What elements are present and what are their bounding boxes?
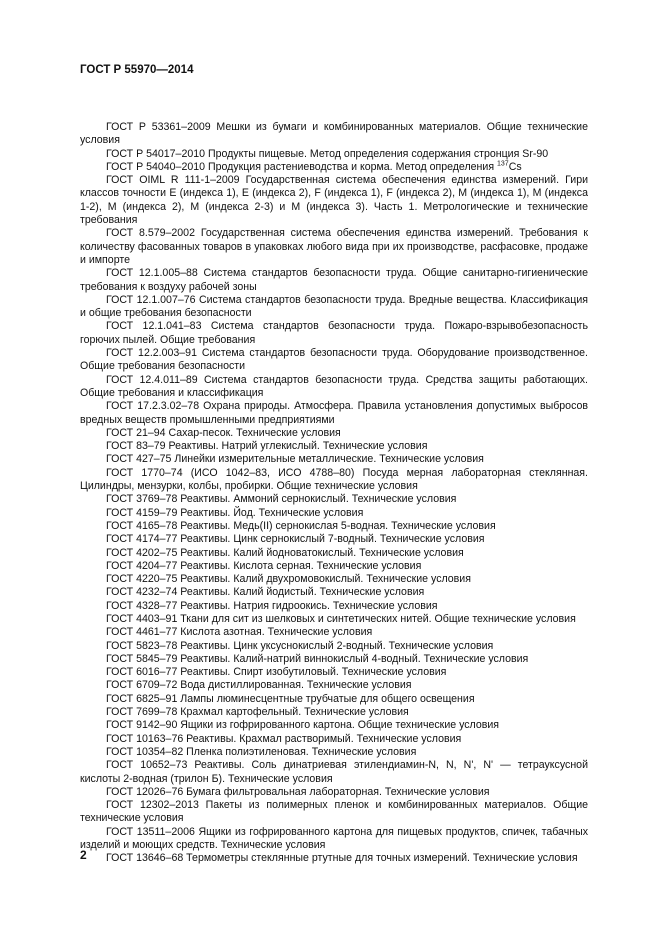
reference-entry	[80, 706, 588, 719]
reference-text: ГОСТ 12.1.005–88 Система стандартов безопасности труда. Общие санитарно-гигиенические требования к воздуху рабочей зоны	[80, 267, 588, 293]
reference-text: ГОСТ 4403–91 Ткани для сит из шелковых и синтетических нитей. Общие технические условия	[106, 612, 576, 625]
reference-entry	[80, 733, 588, 746]
reference-entry	[80, 427, 588, 440]
reference-entry	[80, 640, 588, 653]
reference-entry	[80, 294, 588, 321]
reference-text: ГОСТ 8.579–2002 Государственная система обеспечения единства измерений. Требования к количеству фасованных товаров в упаковках любого вида при их производстве, расфасовке, продаже и импорте	[80, 227, 588, 266]
reference-text: ГОСТ 4202–75 Реактивы. Калий йодноватокислый. Технические условия	[106, 546, 464, 559]
reference-entry	[80, 453, 588, 466]
reference-entry	[80, 573, 588, 586]
normative-references-list	[80, 121, 588, 866]
reference-entry	[80, 679, 588, 692]
reference-entry	[80, 520, 588, 533]
reference-text: ГОСТ 3769–78 Реактивы. Аммоний сернокислый. Технические условия	[106, 493, 457, 506]
reference-entry	[80, 174, 588, 227]
reference-entry	[80, 746, 588, 759]
reference-text: ГОСТ 1770–74 (ИСО 1042–83, ИСО 4788–80) Посуда мерная лабораторная стеклянная. Цилиндры, мензурки, колбы, пробирки. Общие технические условия	[80, 466, 588, 493]
reference-text: ГОСТ 6709–72 Вода дистиллированная. Технические условия	[106, 679, 412, 692]
reference-text: ГОСТ 5823–78 Реактивы. Цинк уксуснокислый 2-водный. Технические условия	[106, 639, 494, 652]
reference-text: ГОСТ 10652–73 Реактивы. Соль динатриевая этилендиамин-N, N, N', N' — тетрауксусной кислоты 2-водная (трилон Б). Технические условия	[80, 759, 588, 785]
page-number: 2	[80, 848, 87, 862]
reference-text: ГОСТ 83–79 Реактивы. Натрий углекислый. Технические условия	[106, 440, 428, 453]
reference-text: ГОСТ 10354–82 Пленка полиэтиленовая. Технические условия	[106, 745, 417, 758]
reference-entry	[80, 161, 588, 174]
reference-text: ГОСТ 12.4.011–89 Система стандартов безопасности труда. Средства защиты работающих. Общие требования и классификация	[80, 373, 588, 399]
reference-text: ГОСТ 12.2.003–91 Система стандартов безопасности труда. Оборудование производственное. Общие требования безопасности	[80, 347, 588, 373]
reference-text: ГОСТ 13511–2006 Ящики из гофрированного картона для пищевых продуктов, спичек, табачных изделий и моющих средств. Технические условия	[80, 825, 588, 852]
reference-text: ГОСТ 4232–74 Реактивы. Калий йодистый. Технические условия	[106, 586, 425, 599]
isotope-mass: 137	[497, 160, 509, 168]
reference-text: ГОСТ 12302–2013 Пакеты из полимерных пленок и комбинированных материалов. Общие технические условия	[80, 799, 588, 825]
reference-entry	[80, 653, 588, 666]
reference-text: ГОСТ 4165–78 Реактивы. Медь(II) сернокислая 5-водная. Технические условия	[106, 519, 496, 532]
reference-text: ГОСТ OIML R 111-1–2009 Государственная система обеспечения единства измерений. Гири классов точности E (индекса 1), E (индекса 2), F (индекса 1), F (индекса 2), M (индекса 1), M (индекса 1-2), M (индекса 2), M (индекса 2-3) и M (индекса 3). Часть 1. Метрологические и технические требования	[80, 174, 588, 227]
reference-entry	[80, 148, 588, 161]
reference-text: ГОСТ 12026–76 Бумага фильтровальная лабораторная. Технические условия	[106, 785, 490, 798]
reference-entry	[80, 826, 588, 853]
reference-text: ГОСТ 4159–79 Реактивы. Йод. Технические условия	[106, 506, 364, 519]
reference-entry	[80, 586, 588, 599]
reference-entry	[80, 626, 588, 639]
reference-entry	[80, 227, 588, 267]
reference-entry	[80, 786, 588, 799]
reference-entry	[80, 267, 588, 294]
reference-text: ГОСТ 7699–78 Крахмал картофельный. Технические условия	[106, 706, 409, 719]
reference-entry	[80, 693, 588, 706]
reference-entry	[80, 347, 588, 374]
reference-entry	[80, 759, 588, 786]
reference-entry	[80, 400, 588, 427]
reference-text: ГОСТ 17.2.3.02–78 Охрана природы. Атмосфера. Правила установления допустимых выбросов вредных веществ промышленными предприятиями	[80, 400, 588, 426]
reference-text: ГОСТ 6825–91 Лампы люминесцентные трубчатые для общего освещения	[106, 692, 475, 705]
reference-entry	[80, 666, 588, 679]
reference-text: ГОСТ 12.1.007–76 Система стандартов безопасности труда. Вредные вещества. Классификация и общие требования безопасности	[80, 293, 588, 320]
reference-entry	[80, 467, 588, 494]
reference-text: ГОСТ 21–94 Сахар-песок. Технические условия	[106, 426, 341, 439]
reference-text: ГОСТ 9142–90 Ящики из гофрированного картона. Общие технические условия	[106, 719, 500, 732]
reference-entry	[80, 560, 588, 573]
reference-entry	[80, 507, 588, 520]
reference-entry	[80, 613, 588, 626]
reference-text: ГОСТ Р 54040–2010 Продукция растениеводства и корма. Метод определения	[106, 160, 495, 173]
reference-text: ГОСТ 10163–76 Реактивы. Крахмал растворимый. Технические условия	[106, 732, 462, 745]
reference-entry	[80, 374, 588, 401]
reference-entry	[80, 600, 588, 613]
reference-entry	[80, 799, 588, 826]
isotope-symbol: Cs	[508, 160, 522, 173]
reference-text: ГОСТ 4220–75 Реактивы. Калий двухромовокислый. Технические условия	[106, 573, 471, 586]
reference-text: ГОСТ Р 53361–2009 Мешки из бумаги и комбинированных материалов. Общие технические условия	[80, 121, 588, 147]
reference-entry	[80, 493, 588, 506]
reference-text: ГОСТ 4328–77 Реактивы. Натрия гидроокись. Технические условия	[106, 599, 438, 612]
reference-text: ГОСТ Р 54017–2010 Продукты пищевые. Метод определения содержания стронция Sr-90	[106, 147, 549, 160]
reference-text: ГОСТ 12.1.041–83 Система стандартов безопасности труда. Пожаро-взрывобезопасность горючих пылей. Общие требования	[80, 320, 588, 346]
reference-entry	[80, 547, 588, 560]
document-header: ГОСТ Р 55970—2014	[80, 64, 194, 76]
reference-text: ГОСТ 4174–77 Реактивы. Цинк сернокислый 7-водный. Технические условия	[106, 533, 485, 546]
reference-entry	[80, 533, 588, 546]
reference-entry	[80, 852, 588, 865]
reference-entry	[80, 320, 588, 347]
reference-entry	[80, 121, 588, 148]
reference-text: ГОСТ 5845–79 Реактивы. Калий-натрий виннокислый 4-водный. Технические условия	[106, 652, 529, 665]
reference-text: ГОСТ 6016–77 Реактивы. Спирт изобутиловый. Технические условия	[106, 666, 447, 679]
reference-text: ГОСТ 4204–77 Реактивы. Кислота серная. Технические условия	[106, 559, 422, 572]
reference-text: ГОСТ 427–75 Линейки измерительные металлические. Технические условия	[106, 453, 484, 466]
reference-text: ГОСТ 13646–68 Термометры стеклянные ртутные для точных измерений. Технические условия	[106, 852, 578, 865]
reference-entry	[80, 719, 588, 732]
reference-entry	[80, 440, 588, 453]
reference-text: ГОСТ 4461–77 Кислота азотная. Технические условия	[106, 626, 373, 639]
